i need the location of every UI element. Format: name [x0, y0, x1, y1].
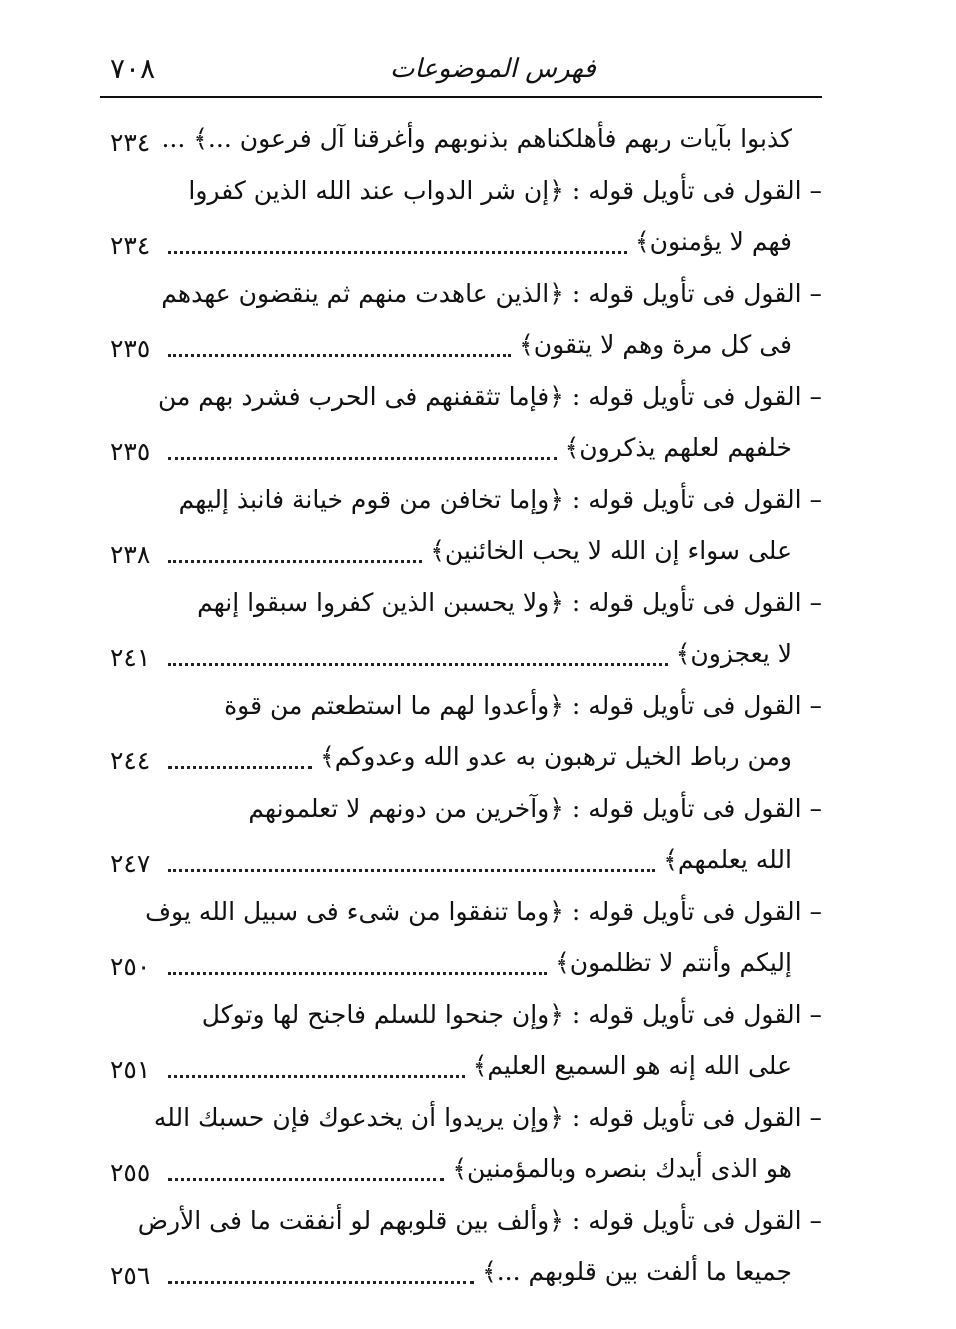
entry-body: على سواء إن الله لا يحب الخائنين﴾ — [430, 536, 792, 565]
toc-page-number: ٢٥١ — [110, 1055, 151, 1084]
dot-leader — [168, 766, 312, 769]
entry-body: القول فى تأويل قوله : ﴿وآخرين من دونهم لا تعلمونهم — [248, 793, 802, 823]
entry-body: القول فى تأويل قوله : ﴿إن شر الدواب عند الله الذين كفروا — [188, 175, 802, 205]
toc-entry-text — [482, 1257, 792, 1286]
toc-entry-text — [197, 588, 822, 617]
toc-entry-line — [100, 582, 822, 634]
toc-entry-line — [100, 1200, 822, 1252]
entry-body: القول فى تأويل قوله : ﴿فإما تثقفنهم فى الحرب فشرد بهم من — [157, 381, 802, 411]
toc-page-number: ٢٥٦ — [110, 1261, 151, 1290]
entry-body: على الله إنه هو السميع العليم﴾ — [472, 1051, 792, 1080]
toc-entry-text — [224, 691, 822, 720]
toc-entry-line — [100, 1045, 822, 1097]
toc-entry-text — [663, 845, 792, 874]
entry-body: ومن رباط الخيل ترهبون به عدو الله وعدوكم﴾ — [320, 742, 792, 771]
entry-body: كذبوا بآيات ربهم فأهلكناهم بذنوبهم وأغرقنا آل فرعون ...﴾ ... — [161, 124, 792, 153]
dot-leader — [168, 1178, 444, 1181]
entry-body: هو الذى أيدك بنصره وبالمؤمنين﴾ — [452, 1154, 792, 1183]
toc-entry-text — [154, 1103, 822, 1132]
toc-entry-line — [100, 273, 822, 325]
toc-entry-line — [100, 221, 822, 273]
toc-entry-line — [100, 1097, 822, 1149]
entry-body: إليكم وأنتم لا تظلمون﴾ — [555, 948, 792, 977]
toc-entry-text — [202, 1000, 822, 1029]
toc-entry-line — [100, 118, 822, 170]
toc-page-number: ٢٥٥ — [110, 1158, 151, 1187]
dot-leader — [168, 251, 627, 254]
toc-entry-text — [179, 485, 822, 514]
toc-entry-line — [100, 788, 822, 840]
entry-body: القول فى تأويل قوله : ﴿وما تنفقوا من شىء فى سبيل الله يوف — [145, 896, 802, 926]
dot-leader — [168, 1281, 474, 1284]
dot-leader — [168, 663, 668, 666]
entry-body: جميعا ما ألفت بين قلوبهم ...﴾ — [482, 1257, 792, 1286]
toc-entry-text — [145, 897, 822, 926]
toc-entry-text — [565, 433, 792, 462]
entry-body: لا يعجزون﴾ — [675, 639, 792, 668]
entry-body: القول فى تأويل قوله : ﴿وألف بين قلوبهم لو أنفقت ما فى الأرض — [137, 1205, 802, 1235]
entry-body: فى كل مرة وهم لا يتقون﴾ — [519, 330, 792, 359]
entry-body: القول فى تأويل قوله : ﴿وإن جنحوا للسلم فاجنح لها وتوكل — [201, 999, 802, 1029]
entry-dash: – — [801, 1205, 822, 1235]
toc-entry-line — [100, 376, 822, 428]
entry-body: القول فى تأويل قوله : ﴿ولا يحسبن الذين كفروا سبقوا إنهم — [197, 587, 802, 617]
dot-leader — [168, 1075, 465, 1078]
toc-entry-text — [138, 1206, 822, 1235]
toc-entry-line — [100, 1148, 822, 1200]
toc-page-number: ٢٥٠ — [110, 952, 151, 981]
toc-entry-line — [100, 479, 822, 531]
toc-entry-text — [555, 948, 792, 977]
toc-page-number: ٢٣٤ — [110, 128, 151, 157]
toc-entry-line — [100, 685, 822, 737]
entry-body: القول فى تأويل قوله : ﴿وأعدوا لهم ما استطعتم من قوة — [224, 690, 802, 720]
toc-entry-text — [452, 1154, 792, 1183]
entry-body: فهم لا يؤمنون﴾ — [635, 227, 792, 256]
toc-page-number: ٢٣٤ — [110, 231, 151, 260]
toc-entry-text — [519, 330, 792, 359]
dot-leader — [168, 972, 547, 975]
entry-dash: – — [801, 278, 822, 308]
toc-entry-text — [158, 382, 822, 411]
dot-leader — [168, 560, 422, 563]
toc-entry-line — [100, 942, 822, 994]
entry-dash: – — [801, 587, 822, 617]
toc-entry-line — [100, 839, 822, 891]
entry-body: خلفهم لعلهم يذكرون﴾ — [564, 433, 792, 462]
dot-leader — [168, 354, 511, 357]
entry-dash: – — [801, 793, 822, 823]
toc-entry-text — [430, 536, 792, 565]
toc-page-number: ٢٤١ — [110, 643, 151, 672]
header-rule — [100, 96, 822, 98]
toc-entry-text — [473, 1051, 792, 1080]
entry-body: القول فى تأويل قوله : ﴿وإن يريدوا أن يخدعوك فإن حسبك الله — [153, 1102, 802, 1132]
toc-entry-line — [100, 994, 822, 1046]
toc-entry-text — [161, 279, 822, 308]
toc-entry-line — [100, 1251, 822, 1303]
entry-dash: – — [801, 896, 822, 926]
toc-entry-text — [320, 742, 792, 771]
page-header — [100, 48, 822, 92]
toc-entry-text — [188, 176, 822, 205]
entry-dash: – — [801, 381, 822, 411]
toc-page-number: ٢٤٤ — [110, 746, 151, 775]
page-number: ٧٠٨ — [110, 52, 156, 85]
toc-page-number: ٢٣٨ — [110, 540, 151, 569]
toc-entry-line — [100, 324, 822, 376]
table-of-contents — [100, 118, 822, 1303]
toc-entry-line — [100, 736, 822, 788]
toc-entry-line — [100, 633, 822, 685]
dot-leader — [168, 869, 655, 872]
toc-entry-line — [100, 891, 822, 943]
toc-entry-text — [248, 794, 822, 823]
entry-body: القول فى تأويل قوله : ﴿وإما تخافن من قوم خيانة فانبذ إليهم — [178, 484, 802, 514]
entry-dash: – — [801, 999, 822, 1029]
entry-body: الله يعلمهم﴾ — [663, 845, 792, 874]
toc-entry-text — [161, 124, 792, 153]
entry-body: القول فى تأويل قوله : ﴿الذين عاهدت منهم ثم ينقضون عهدهم — [161, 278, 802, 308]
toc-entry-text — [635, 227, 792, 256]
toc-entry-text — [676, 639, 792, 668]
entry-dash: – — [801, 484, 822, 514]
entry-dash: – — [801, 690, 822, 720]
toc-page-number: ٢٣٥ — [110, 334, 151, 363]
toc-entry-line — [100, 170, 822, 222]
toc-entry-line — [100, 427, 822, 479]
dot-leader — [168, 457, 557, 460]
entry-dash: – — [801, 175, 822, 205]
toc-page-number: ٢٣٥ — [110, 437, 151, 466]
entry-dash: – — [801, 1102, 822, 1132]
toc-page-number: ٢٤٧ — [110, 849, 151, 878]
toc-entry-line — [100, 530, 822, 582]
running-title: فهرس الموضوعات — [390, 54, 596, 84]
